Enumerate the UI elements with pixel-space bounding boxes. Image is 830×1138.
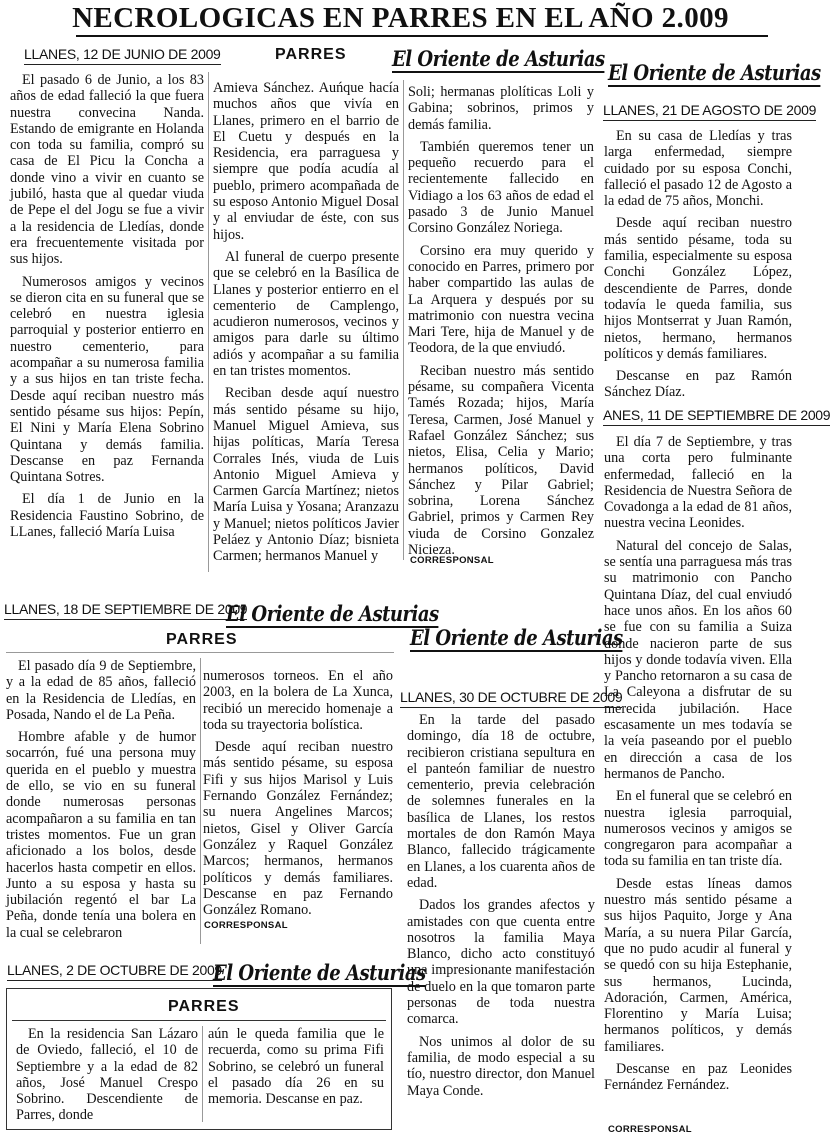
- paragraph: El día 7 de Septiembre, y tras una corta pero fulminante enfermedad, falleció en la Residencia de Nuestra Señora de Covadonga a la edad de 81 años, nuestra vecina Leonides.: [604, 434, 792, 532]
- paragraph: El pasado 6 de Junio, a los 83 años de edad falleció la que fuera nuestra convecina Nanda. Estando de emigrante en Holanda con toda su familia, compró su casa de El Picu la Concha a donde vino a vivir en cuanto se jubiló, hasta que al quedar viuda de Pepe el del Jogu se fue a vivir a la residencia de Lledías, donde era frecuentemente visitada por sus hijos.: [10, 72, 204, 268]
- clipping-6-column-1: [16, 1026, 198, 1124]
- clipping-6-section: PARRES: [168, 998, 240, 1015]
- section-underline: [6, 652, 394, 653]
- clipping-4-section: PARRES: [166, 631, 238, 648]
- column-divider: [202, 1026, 203, 1122]
- paragraph: Al funeral de cuerpo presente que se celebró en la Basílica de Llanes y posterior entierro en el cementerio de Camplengo, acudieron numerosos, vecinos y amigos para darle su último adiós y acompañar a su familia en tan tristes momentos.: [213, 248, 399, 380]
- clipping-1-column-3: [408, 84, 594, 559]
- clipping-2-date: LLANES, 21 DE AGOSTO DE 2009: [603, 102, 816, 121]
- paragraph: En su casa de Lledías y tras larga enfermedad, siempre cuidado por su esposa Conchi, falleció el pasado 12 de Agosto a la edad de 75 años, Monchi.: [604, 128, 792, 210]
- clipping-1-column-1: [10, 72, 204, 580]
- clipping-2-newspaper-logo: El Oriente de Asturias: [608, 60, 821, 85]
- paragraph: Dados los grandes afectos y amistades con que cuenta entre nosotros la familia Maya Blanco, dicho acto constituyó una impresionante manifestación de duelo en la que tomaron parte personas de toda nuestra comarca.: [407, 897, 595, 1028]
- paragraph: Nos unimos al dolor de su familia, de modo especial a su tío, nuestro director, don Manuel Maya Conde.: [407, 1033, 595, 1099]
- page-title: NECROLOGICAS EN PARRES EN EL AÑO 2.009: [72, 2, 729, 34]
- clipping-4-column-2: [203, 668, 393, 918]
- paragraph: En la residencia San Lázaro de Oviedo, falleció, el 10 de Septiembre y a la edad de 82 años, José Manuel Crespo Sobrino. Descendiente de Parres, donde: [16, 1026, 198, 1124]
- column-divider: [208, 72, 209, 572]
- paragraph: Hombre afable y de humor socarrón, fué una persona muy querida en el pueblo y muestra de ello, se vio en su funeral donde numerosas personas acompañaron a su familia en tan tristes momentos. Fue un gran aficionado a los bolos, desde hacerlos hasta competir en ellos. Junto a su esposa y hasta su jubilación regentó el bar La Peña, donde tenía una bolera en la cual se celebraron: [6, 729, 196, 941]
- clipping-6-newspaper-logo: El Oriente de Asturias: [213, 960, 426, 985]
- paragraph: También queremos tener un pequeño recuerdo para el recientemente fallecido en Vidiago a los 63 años de edad el pasado 3 de Junio Manuel Corsino González Noriega.: [408, 138, 594, 237]
- clipping-5-date: LLANES, 30 DE OCTUBRE DE 2009: [400, 689, 622, 708]
- paragraph: El día 1 de Junio en la Residencia Faustino Sobrino, de LLanes, falleció María Luisa: [10, 491, 204, 541]
- paragraph: El pasado día 9 de Septiembre, y a la edad de 85 años, falleció en la Residencia de Lledías, en Posada, Nando el de La Peña.: [6, 658, 196, 723]
- paragraph: Amieva Sánchez. Auńque hacía muchos años que vivía en Llanes, primero en el barrio de El Cuetu y después en la Residencia, era parraguesa y siempre que podía acudía al pueblo, primero acompañada de su esposo Antonio Miguel Dosal y al enviudar de éste, con sus hijos.: [213, 80, 399, 243]
- clipping-1-date: LLANES, 12 DE JUNIO DE 2009: [24, 46, 221, 65]
- column-divider: [200, 658, 201, 944]
- column-divider: [403, 80, 404, 560]
- clipping-5-newspaper-logo: El Oriente de Asturias: [410, 625, 623, 650]
- clipping-2-body: [604, 128, 792, 401]
- clipping-3-body: [604, 434, 792, 1124]
- clipping-4-date: LLANES, 18 DE SEPTIEMBRE DE 2009: [4, 601, 247, 620]
- clipping-4-newspaper-logo: El Oriente de Asturias: [226, 601, 439, 626]
- paragraph: Desde aquí reciban nuestro más sentido pésame, su esposa Fifi y sus hijos Marisol y Luis Fernando González Fernández; su nuera Angelines Marcos; nietos, Gisel y Oliver García González y Raquel González Marcos; hermanos, hermanos políticos y demás familiares. Descanse en paz Fernando González Romano.: [203, 739, 393, 919]
- paragraph: Reciban nuestro más sentido pésame, su compañera Vicenta Tamés Rozada; hijos, María Teresa, Carmen, José Manuel y Rafael González Sánchez; sus nietos, Elisa, Celia y Mario; hermanos políticos, David Sánchez y Pilar Gabriel; sobrina, Lorena Sánchez Gabriel, primos y Carmen Rey viuda de Corsino Gonzalez Nicieza.: [408, 362, 594, 559]
- paragraph: En la tarde del pasado domingo, día 18 de octubre, recibieron cristiana sepultura en el panteón familiar de nuestro cementerio, previa celebración de solemnes funerales en la basílica de Llanes, los restos mortales de don Ramón Maya Blanco, fallecido trágicamente en Llanes, a los cuarenta años de edad.: [407, 712, 595, 891]
- paragraph: Corsino era muy querido y conocido en Parres, primero por haber compartido las aulas de La Arquera y después por su matrimonio con nuestra vecina Mari Tere, hija de Manuel y de Teodora, de la que enviudó.: [408, 242, 594, 357]
- clipping-1-section: PARRES: [275, 46, 347, 63]
- clipping-1-column-2: [213, 80, 399, 572]
- clipping-6-column-2: [208, 1026, 384, 1124]
- paragraph: Reciban desde aquí nuestro más sentido pésame su hijo, Manuel Miguel Amieva, sus hijas políticas, María Teresa Corrales Inés, viuda de Luis Antonio Miguel Amieva y Carmen García Martínez; nietos María Luisa y Yosana; Aranzazu y Manuel; nietos políticos Javier Peláez y Antonio Díaz; bisnieta Carmen; hermanos Manuel y: [213, 385, 399, 565]
- paragraph: aún le queda familia que le recuerda, como su prima Fifi Sobrino, se celebró un funeral el pasado día 26 en su memoria. Descanse en paz.: [208, 1026, 384, 1108]
- clipping-4-column-1: [6, 658, 196, 950]
- clipping-1-byline: CORRESPONSAL: [410, 555, 494, 566]
- clipping-3-byline: CORRESPONSAL: [608, 1124, 692, 1135]
- paragraph: Desde aquí reciban nuestro más sentido pésame, toda su familia, especialmente su esposa Conchi González López, descendiente de Parres, donde todavía le queda familia, sus hijos Montserrat y Juan Ramón, nietos, hermano, hermanos políticos y demás familiares.: [604, 215, 792, 362]
- title-underline: [76, 35, 768, 37]
- paragraph: Numerosos amigos y vecinos se dieron cita en su funeral que se celebró en nuestra iglesia parroquial y posterior entierro en nuestro cementerio, para acompañar a su numerosa familia y a sus hijos en tan triste fecha. Desde aquí reciban nuestro más sentido pésame sus hijos: Pepín, El Nini y María Elena Sobrino Quintana y demás familia. Descanse en paz Fernanda Quintana Sotres.: [10, 273, 204, 486]
- clipping-3-date: ANES, 11 DE SEPTIEMBRE DE 2009: [603, 407, 830, 426]
- paragraph: En el funeral que se celebró en nuestra iglesia parroquial, numerosos vecinos y amigos se congregaron para acompañar a toda su familia en tan triste día.: [604, 788, 792, 870]
- clipping-1-newspaper-logo: El Oriente de Asturias: [392, 46, 605, 71]
- paragraph: Desde estas líneas damos nuestro más sentido pésame a sus hijos Paquito, Jorge y Ana María, a su nuera Pilar García, que no pudo acudir al funeral y se quedó con su hija Estephanie, sus hermanos, Lucinda, Adoración, Carmen, América, Florentino y María Luisa; hermanos políticos, y demás familiares.: [604, 875, 792, 1055]
- section-underline: [12, 1020, 386, 1021]
- paragraph: numerosos torneos. En el año 2003, en la bolera de La Xunca, recibió un merecido homenaje a toda su trayectoria bolística.: [203, 668, 393, 733]
- clipping-5-body: [407, 712, 595, 1126]
- clipping-4-byline: CORRESPONSAL: [204, 920, 288, 931]
- paragraph: Soli; hermanas plolíticas Loli y Gabina; sobrinos, primos y demás familia.: [408, 84, 594, 133]
- paragraph: Descanse en paz Ramón Sánchez Díaz.: [604, 368, 792, 401]
- paragraph: Natural del concejo de Salas, se sentía una parraguesa más tras su matrimonio con Pancho Quintana Díaz, del cual enviudó hace unos años. En los años 60 se fue con su familia a Suiza donde nacieron parte de sus hijos y donde todavía viven. Ella y Pancho retornaron a su casa de La Caleyona a disfrutar de su merecida jubilación. Hace escasamente un mes todavía se la veía paseando por el pueblo en dirección a casa de los hermanos de Pancho.: [604, 537, 792, 782]
- paragraph: Descanse en paz Leonides Fernández Fernández.: [604, 1060, 792, 1094]
- clipping-6-date: LLANES, 2 DE OCTUBRE DE 2009: [7, 962, 222, 981]
